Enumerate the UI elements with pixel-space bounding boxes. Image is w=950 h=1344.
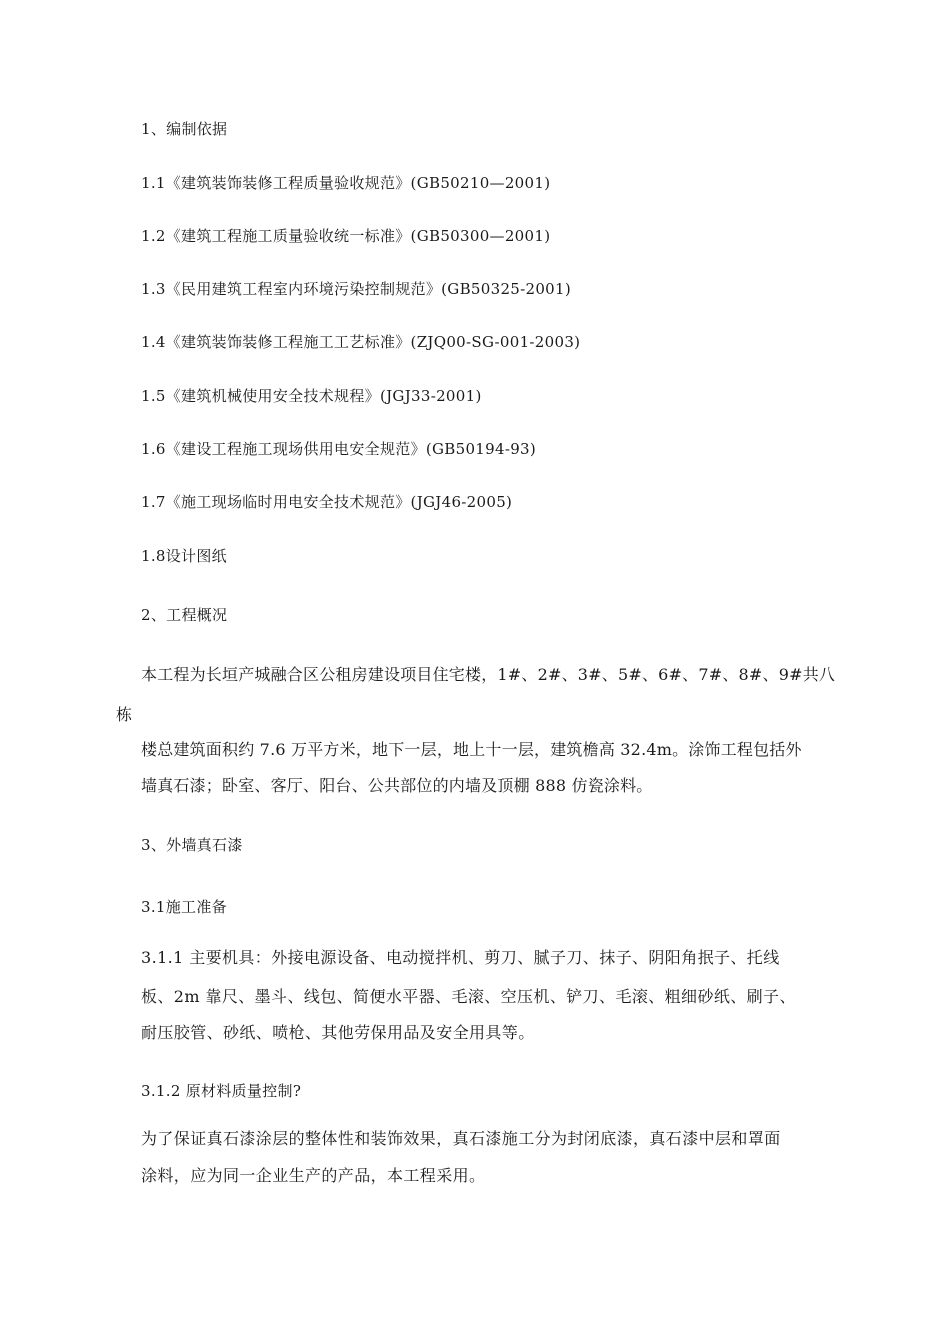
reference-item: 1.7《施工现场临时用电安全技术规范》(JGJ46-2005): [141, 493, 513, 511]
section-heading-2: 2、工程概况: [141, 606, 228, 624]
reference-item: 1.8设计图纸: [141, 547, 227, 565]
paragraph-line: 3.1.1 主要机具：外接电源设备、电动搅拌机、剪刀、腻子刀、抹子、阴阳角抿子、托线: [141, 948, 780, 967]
paragraph-line: 栋: [116, 705, 133, 724]
reference-item: 1.5《建筑机械使用安全技术规程》(JGJ33-2001): [141, 387, 482, 405]
reference-item: 1.2《建筑工程施工质量验收统一标准》(GB50300—2001): [141, 227, 551, 245]
paragraph-line: 为了保证真石漆涂层的整体性和装饰效果，真石漆施工分为封闭底漆，真石漆中层和罩面: [141, 1129, 781, 1148]
subsection-heading: 3.1.2 原材料质量控制?: [141, 1082, 302, 1100]
paragraph-line: 耐压胶管、砂纸、喷枪、其他劳保用品及安全用具等。: [141, 1023, 535, 1042]
paragraph-line: 板、2m 靠尺、墨斗、线包、简便水平器、毛滚、空压机、铲刀、毛滚、粗细砂纸、刷子、: [141, 987, 796, 1006]
section-heading-1: 1、编制依据: [141, 120, 228, 138]
reference-item: 1.3《民用建筑工程室内环境污染控制规范》(GB50325-2001): [141, 280, 572, 298]
reference-item: 1.1《建筑装饰装修工程质量验收规范》(GB50210—2001): [141, 174, 551, 192]
subsection-heading: 3.1施工准备: [141, 898, 227, 916]
paragraph-line: 本工程为长垣产城融合区公租房建设项目住宅楼，1#、2#、3#、5#、6#、7#、8#、9#共八: [141, 665, 836, 684]
paragraph-line: 楼总建筑面积约 7.6 万平方米，地下一层，地上十一层，建筑檐高 32.4m。涂饰工程包括外: [141, 740, 802, 759]
reference-item: 1.6《建设工程施工现场供用电安全规范》(GB50194-93): [141, 440, 537, 458]
section-heading-3: 3、外墙真石漆: [141, 836, 243, 854]
reference-item: 1.4《建筑装饰装修工程施工工艺标准》(ZJQ00-SG-001-2003): [141, 333, 581, 351]
paragraph-line: 墙真石漆；卧室、客厅、阳台、公共部位的内墙及顶棚 888 仿瓷涂料。: [141, 776, 653, 795]
paragraph-line: 涂料，应为同一企业生产的产品，本工程采用。: [141, 1166, 486, 1185]
